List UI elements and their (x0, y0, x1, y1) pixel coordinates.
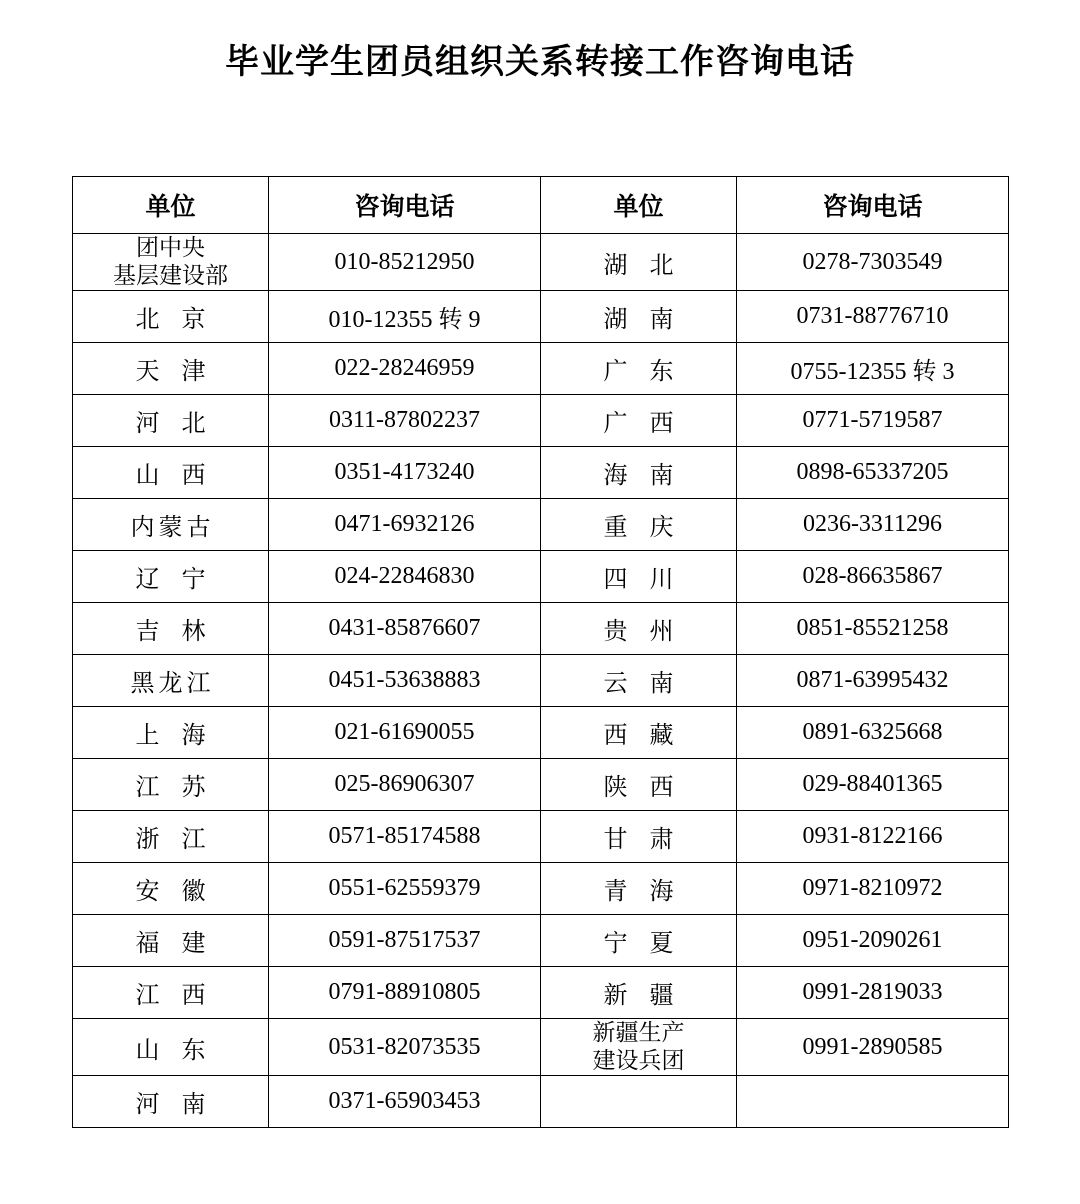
cell-unit-left (73, 499, 269, 551)
cell-phone-left (269, 343, 541, 395)
cell-unit-left-text: 北京 (135, 307, 228, 334)
cell-unit-right-text: 新疆生产 建设兵团 (592, 1020, 685, 1074)
table-row (73, 1076, 1009, 1128)
table-body (73, 234, 1009, 1128)
cell-unit-left (73, 1076, 269, 1128)
cell-unit-right (541, 343, 737, 395)
cell-phone-left (269, 863, 541, 915)
cell-phone-right-text: 0755-12355 转 3 (790, 359, 955, 386)
cell-phone-right (737, 707, 1009, 759)
cell-phone-left-text: 010-12355 转 9 (328, 307, 481, 334)
cell-unit-left-text: 河南 (135, 1092, 228, 1119)
cell-phone-left (269, 655, 541, 707)
cell-phone-left-text: 0371-65903453 (328, 1088, 481, 1115)
cell-phone-right (737, 655, 1009, 707)
cell-phone-right-text: 0771-5719587 (802, 407, 943, 434)
cell-unit-left-text: 浙江 (135, 827, 228, 854)
cell-phone-left (269, 915, 541, 967)
cell-phone-left (269, 447, 541, 499)
cell-unit-right (541, 655, 737, 707)
column-header-unit-left: 单位 (73, 177, 269, 234)
cell-phone-left (269, 759, 541, 811)
cell-unit-left (73, 291, 269, 343)
cell-phone-right-text: 0991-2819033 (802, 979, 943, 1006)
cell-unit-left-text: 福建 (135, 931, 228, 958)
cell-phone-left-text: 022-28246959 (334, 355, 475, 382)
cell-phone-left (269, 551, 541, 603)
cell-phone-right (737, 967, 1009, 1019)
cell-unit-right-text: 广西 (603, 411, 696, 438)
cell-phone-right (737, 603, 1009, 655)
cell-unit-right-text: 湖南 (603, 307, 696, 334)
cell-phone-right (737, 551, 1009, 603)
cell-phone-right-text: 0278-7303549 (802, 248, 943, 275)
cell-unit-left-text: 山东 (135, 1037, 228, 1064)
table-row (73, 759, 1009, 811)
cell-unit-right-text: 四川 (603, 567, 696, 594)
cell-unit-left-text: 江西 (135, 983, 228, 1010)
cell-unit-right (541, 1076, 737, 1128)
contact-phone-table (72, 176, 1009, 1128)
cell-phone-left (269, 234, 541, 291)
cell-unit-right (541, 447, 737, 499)
table-row (73, 343, 1009, 395)
cell-unit-left-text: 黑龙江 (130, 671, 215, 698)
cell-unit-right (541, 759, 737, 811)
table-row (73, 603, 1009, 655)
cell-phone-left-text: 024-22846830 (334, 563, 475, 590)
cell-unit-right-text: 广东 (603, 359, 696, 386)
cell-unit-left (73, 759, 269, 811)
table-row (73, 1019, 1009, 1076)
cell-phone-right (737, 863, 1009, 915)
cell-unit-left-text: 江苏 (135, 775, 228, 802)
cell-unit-right (541, 811, 737, 863)
cell-unit-right-text: 新疆 (603, 983, 696, 1010)
cell-phone-right (737, 915, 1009, 967)
cell-phone-left-text: 0591-87517537 (328, 927, 481, 954)
cell-unit-left-text: 团中央 基层建设部 (113, 235, 228, 289)
cell-phone-right (737, 1019, 1009, 1076)
cell-phone-right-text: 0731-88776710 (796, 303, 949, 330)
cell-unit-left (73, 811, 269, 863)
cell-unit-right-text: 贵州 (603, 619, 696, 646)
cell-phone-left-text: 0571-85174588 (328, 823, 481, 850)
cell-unit-right (541, 1019, 737, 1076)
cell-unit-left (73, 967, 269, 1019)
cell-phone-left (269, 1076, 541, 1128)
cell-unit-left-text: 辽宁 (135, 567, 228, 594)
cell-unit-right (541, 863, 737, 915)
cell-phone-right-text: 0991-2890585 (802, 1033, 943, 1060)
table-row (73, 499, 1009, 551)
cell-phone-left (269, 811, 541, 863)
table-row (73, 863, 1009, 915)
table-row (73, 707, 1009, 759)
cell-phone-left (269, 707, 541, 759)
table-row (73, 811, 1009, 863)
cell-phone-right (737, 447, 1009, 499)
cell-unit-right (541, 234, 737, 291)
cell-unit-left (73, 863, 269, 915)
cell-phone-right-text: 028-86635867 (802, 563, 943, 590)
page-title: 毕业学生团员组织关系转接工作咨询电话 (225, 44, 855, 81)
table-row (73, 551, 1009, 603)
cell-phone-left-text: 0451-53638883 (328, 667, 481, 694)
cell-unit-right-text: 陕西 (603, 775, 696, 802)
cell-unit-right-text: 海南 (603, 463, 696, 490)
cell-phone-left (269, 499, 541, 551)
table-row (73, 915, 1009, 967)
cell-phone-right-text: 0236-3311296 (802, 511, 943, 538)
table-row (73, 234, 1009, 291)
cell-unit-right (541, 915, 737, 967)
cell-phone-right (737, 291, 1009, 343)
cell-phone-right (737, 499, 1009, 551)
document-page (0, 34, 1080, 1204)
cell-unit-left (73, 603, 269, 655)
cell-unit-left (73, 395, 269, 447)
cell-phone-right-text: 0931-8122166 (802, 823, 943, 850)
cell-phone-right-text: 0898-65337205 (796, 459, 949, 486)
cell-unit-right-text: 青海 (603, 879, 696, 906)
cell-phone-left (269, 1019, 541, 1076)
cell-phone-right-text: 0871-63995432 (796, 667, 949, 694)
table-row (73, 291, 1009, 343)
cell-unit-right (541, 707, 737, 759)
cell-unit-right-text: 西藏 (603, 723, 696, 750)
cell-phone-left-text: 010-85212950 (334, 248, 475, 275)
cell-phone-right (737, 234, 1009, 291)
cell-phone-right-text: 029-88401365 (802, 771, 943, 798)
cell-phone-left-text: 0471-6932126 (334, 511, 475, 538)
column-header-unit-right: 单位 (541, 177, 737, 234)
phone-table-container (72, 176, 1008, 1128)
cell-phone-left-text: 0551-62559379 (328, 875, 481, 902)
cell-unit-left-text: 山西 (135, 463, 228, 490)
cell-unit-right (541, 499, 737, 551)
cell-phone-right-text: 0891-6325668 (802, 719, 943, 746)
cell-phone-right-text: 0851-85521258 (796, 615, 949, 642)
cell-unit-left (73, 551, 269, 603)
cell-phone-right-text: 0951-2090261 (802, 927, 943, 954)
cell-phone-left-text: 025-86906307 (334, 771, 475, 798)
cell-unit-right-text: 宁夏 (603, 931, 696, 958)
cell-unit-right-text: 湖北 (603, 252, 696, 279)
cell-phone-right (737, 759, 1009, 811)
cell-unit-left (73, 234, 269, 291)
cell-phone-left (269, 291, 541, 343)
cell-unit-left-text: 吉林 (135, 619, 228, 646)
cell-phone-right-text: 0971-8210972 (802, 875, 943, 902)
cell-unit-right-text: 甘肃 (603, 827, 696, 854)
cell-phone-right (737, 395, 1009, 447)
table-row (73, 967, 1009, 1019)
cell-unit-left-text: 安徽 (135, 879, 228, 906)
cell-unit-left (73, 707, 269, 759)
cell-phone-left-text: 0531-82073535 (328, 1033, 481, 1060)
column-header-phone-left: 咨询电话 (269, 177, 541, 234)
cell-phone-left-text: 0311-87802237 (328, 407, 481, 434)
cell-phone-left-text: 0791-88910805 (328, 979, 481, 1006)
cell-unit-left (73, 915, 269, 967)
cell-unit-left-text: 内蒙古 (130, 515, 215, 542)
cell-unit-left (73, 447, 269, 499)
cell-unit-right (541, 291, 737, 343)
cell-unit-left-text: 河北 (135, 411, 228, 438)
cell-phone-left (269, 603, 541, 655)
column-header-phone-right: 咨询电话 (737, 177, 1009, 234)
cell-phone-left-text: 0351-4173240 (334, 459, 475, 486)
table-header-row (73, 177, 1009, 234)
cell-unit-left (73, 655, 269, 707)
cell-unit-right-text: 云南 (603, 671, 696, 698)
cell-phone-right (737, 343, 1009, 395)
cell-unit-left-text: 上海 (135, 723, 228, 750)
table-row (73, 655, 1009, 707)
cell-phone-left-text: 0431-85876607 (328, 615, 481, 642)
cell-phone-left (269, 967, 541, 1019)
cell-phone-right (737, 811, 1009, 863)
table-row (73, 447, 1009, 499)
cell-unit-right (541, 967, 737, 1019)
cell-phone-right (737, 1076, 1009, 1128)
cell-unit-left (73, 343, 269, 395)
cell-unit-right (541, 395, 737, 447)
table-row (73, 395, 1009, 447)
cell-unit-right (541, 603, 737, 655)
cell-phone-left (269, 395, 541, 447)
cell-unit-left-text: 天津 (135, 359, 228, 386)
cell-phone-left-text: 021-61690055 (334, 719, 475, 746)
cell-unit-right (541, 551, 737, 603)
cell-unit-left (73, 1019, 269, 1076)
cell-unit-right-text: 重庆 (603, 515, 696, 542)
